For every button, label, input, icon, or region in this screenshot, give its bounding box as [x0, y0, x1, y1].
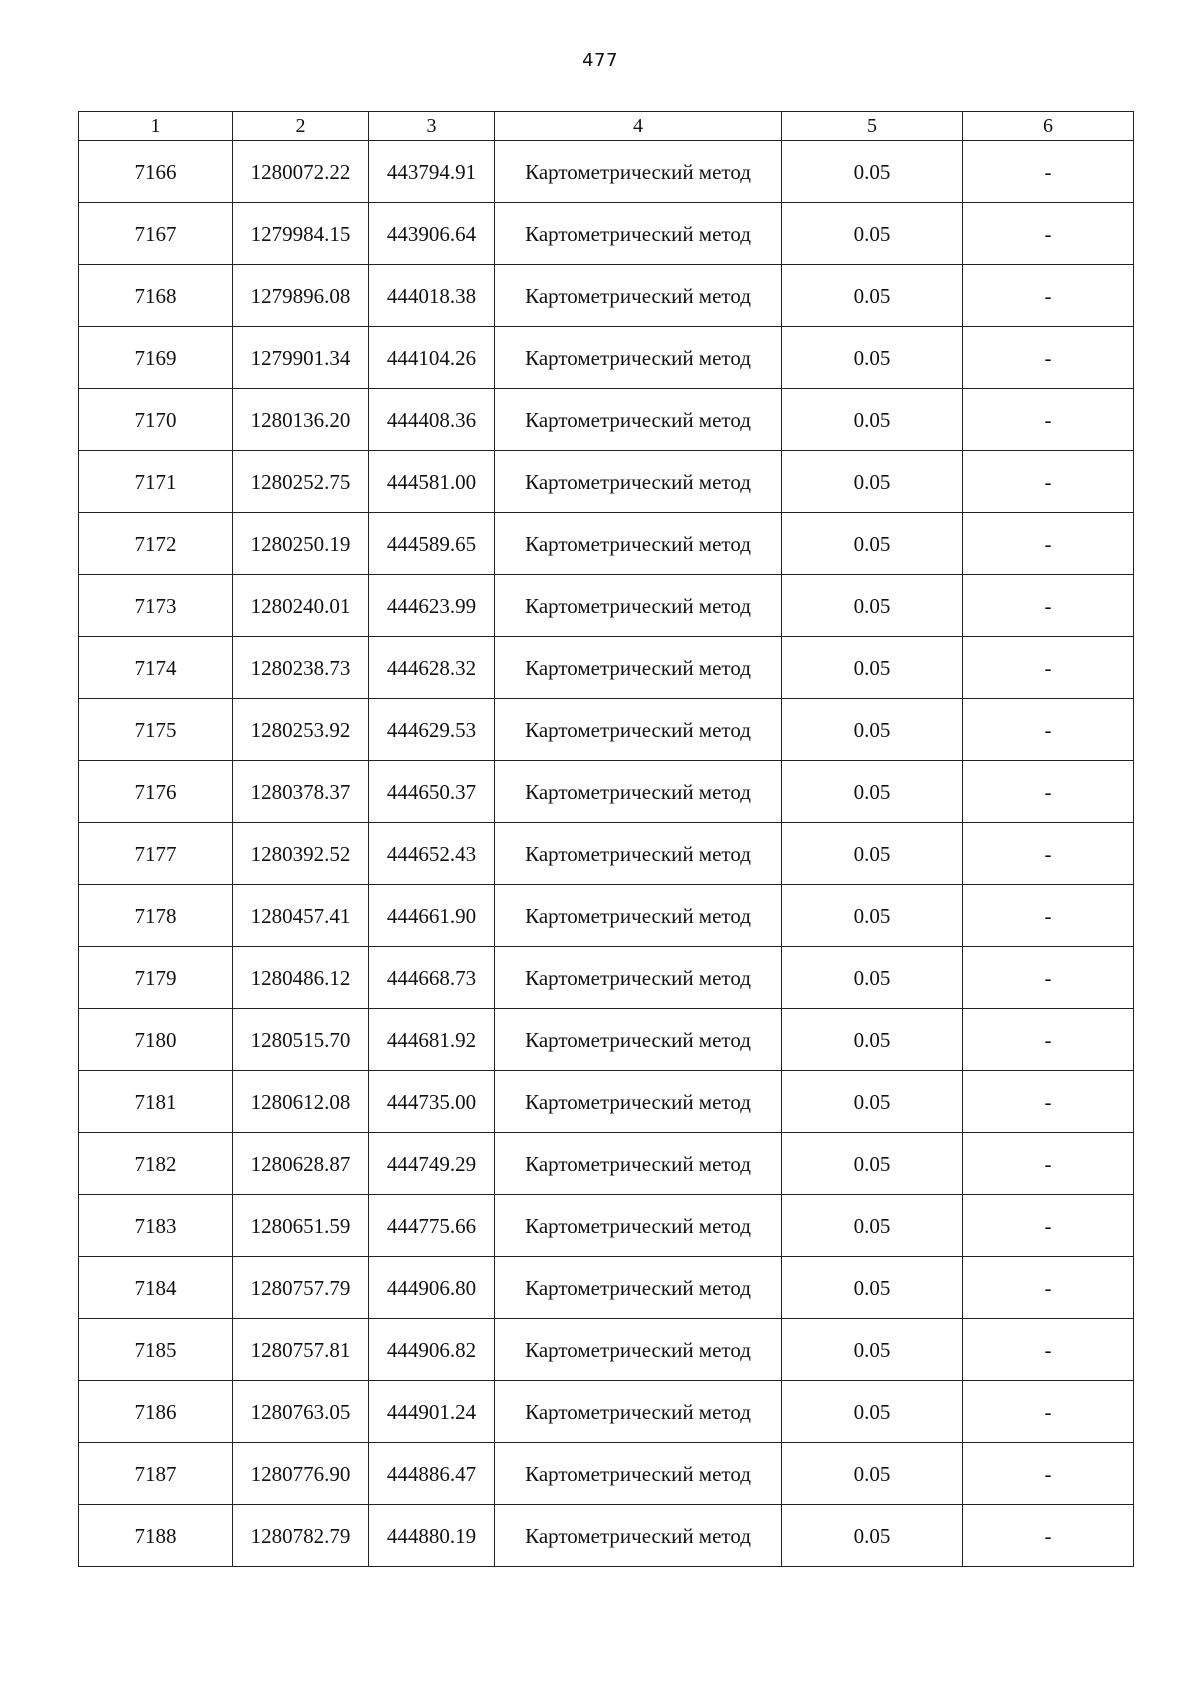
- point-number-cell: 7169: [79, 327, 233, 389]
- accuracy-cell: 0.05: [782, 327, 963, 389]
- x-coordinate-cell: 1280628.87: [233, 1133, 369, 1195]
- method-cell: Картометрический метод: [495, 1443, 782, 1505]
- x-coordinate-cell: 1280392.52: [233, 823, 369, 885]
- point-number-cell: 7170: [79, 389, 233, 451]
- accuracy-cell: 0.05: [782, 141, 963, 203]
- accuracy-cell: 0.05: [782, 699, 963, 761]
- point-number-cell: 7187: [79, 1443, 233, 1505]
- accuracy-cell: 0.05: [782, 947, 963, 1009]
- accuracy-cell: 0.05: [782, 265, 963, 327]
- y-coordinate-cell: 443794.91: [369, 141, 495, 203]
- method-cell: Картометрический метод: [495, 265, 782, 327]
- x-coordinate-cell: 1280612.08: [233, 1071, 369, 1133]
- y-coordinate-cell: 444652.43: [369, 823, 495, 885]
- method-cell: Картометрический метод: [495, 947, 782, 1009]
- y-coordinate-cell: 444018.38: [369, 265, 495, 327]
- note-cell: -: [963, 1381, 1134, 1443]
- method-cell: Картометрический метод: [495, 1319, 782, 1381]
- accuracy-cell: 0.05: [782, 637, 963, 699]
- note-cell: -: [963, 885, 1134, 947]
- point-number-cell: 7171: [79, 451, 233, 513]
- table-row: [79, 761, 1134, 823]
- y-coordinate-cell: 444681.92: [369, 1009, 495, 1071]
- column-header: 2: [233, 112, 369, 141]
- point-number-cell: 7172: [79, 513, 233, 575]
- accuracy-cell: 0.05: [782, 1443, 963, 1505]
- note-cell: -: [963, 947, 1134, 1009]
- point-number-cell: 7167: [79, 203, 233, 265]
- note-cell: -: [963, 1319, 1134, 1381]
- x-coordinate-cell: 1280757.79: [233, 1257, 369, 1319]
- x-coordinate-cell: 1280378.37: [233, 761, 369, 823]
- table-row: [79, 885, 1134, 947]
- table-row: [79, 265, 1134, 327]
- point-number-cell: 7178: [79, 885, 233, 947]
- method-cell: Картометрический метод: [495, 1071, 782, 1133]
- y-coordinate-cell: 444668.73: [369, 947, 495, 1009]
- table-row: [79, 1505, 1134, 1567]
- accuracy-cell: 0.05: [782, 575, 963, 637]
- point-number-cell: 7185: [79, 1319, 233, 1381]
- point-number-cell: 7168: [79, 265, 233, 327]
- table-row: [79, 1195, 1134, 1257]
- x-coordinate-cell: 1280776.90: [233, 1443, 369, 1505]
- table-row: [79, 1257, 1134, 1319]
- point-number-cell: 7183: [79, 1195, 233, 1257]
- point-number-cell: 7181: [79, 1071, 233, 1133]
- accuracy-cell: 0.05: [782, 1009, 963, 1071]
- x-coordinate-cell: 1280486.12: [233, 947, 369, 1009]
- x-coordinate-cell: 1280763.05: [233, 1381, 369, 1443]
- accuracy-cell: 0.05: [782, 1071, 963, 1133]
- note-cell: -: [963, 203, 1134, 265]
- accuracy-cell: 0.05: [782, 513, 963, 575]
- y-coordinate-cell: 444623.99: [369, 575, 495, 637]
- x-coordinate-cell: 1280250.19: [233, 513, 369, 575]
- accuracy-cell: 0.05: [782, 1195, 963, 1257]
- y-coordinate-cell: 444581.00: [369, 451, 495, 513]
- note-cell: -: [963, 141, 1134, 203]
- note-cell: -: [963, 1133, 1134, 1195]
- x-coordinate-cell: 1280252.75: [233, 451, 369, 513]
- point-number-cell: 7176: [79, 761, 233, 823]
- y-coordinate-cell: 444880.19: [369, 1505, 495, 1567]
- x-coordinate-cell: 1280651.59: [233, 1195, 369, 1257]
- method-cell: Картометрический метод: [495, 141, 782, 203]
- table-body: [79, 141, 1134, 1567]
- y-coordinate-cell: 444408.36: [369, 389, 495, 451]
- table-row: [79, 327, 1134, 389]
- table-row: [79, 1009, 1134, 1071]
- method-cell: Картометрический метод: [495, 513, 782, 575]
- x-coordinate-cell: 1280136.20: [233, 389, 369, 451]
- point-number-cell: 7188: [79, 1505, 233, 1567]
- method-cell: Картометрический метод: [495, 575, 782, 637]
- table-header-row: [79, 112, 1134, 141]
- accuracy-cell: 0.05: [782, 1133, 963, 1195]
- method-cell: Картометрический метод: [495, 1505, 782, 1567]
- accuracy-cell: 0.05: [782, 1381, 963, 1443]
- table-row: [79, 1319, 1134, 1381]
- table-row: [79, 699, 1134, 761]
- column-header: 4: [495, 112, 782, 141]
- note-cell: -: [963, 389, 1134, 451]
- point-number-cell: 7186: [79, 1381, 233, 1443]
- point-number-cell: 7179: [79, 947, 233, 1009]
- accuracy-cell: 0.05: [782, 885, 963, 947]
- x-coordinate-cell: 1280757.81: [233, 1319, 369, 1381]
- note-cell: -: [963, 575, 1134, 637]
- accuracy-cell: 0.05: [782, 761, 963, 823]
- note-cell: -: [963, 1195, 1134, 1257]
- column-header: 5: [782, 112, 963, 141]
- x-coordinate-cell: 1280782.79: [233, 1505, 369, 1567]
- note-cell: -: [963, 1443, 1134, 1505]
- note-cell: -: [963, 1009, 1134, 1071]
- note-cell: -: [963, 265, 1134, 327]
- y-coordinate-cell: 444906.82: [369, 1319, 495, 1381]
- table-row: [79, 1443, 1134, 1505]
- x-coordinate-cell: 1280238.73: [233, 637, 369, 699]
- x-coordinate-cell: 1280515.70: [233, 1009, 369, 1071]
- table-row: [79, 451, 1134, 513]
- table-row: [79, 513, 1134, 575]
- x-coordinate-cell: 1280072.22: [233, 141, 369, 203]
- note-cell: -: [963, 451, 1134, 513]
- y-coordinate-cell: 444886.47: [369, 1443, 495, 1505]
- table-row: [79, 823, 1134, 885]
- point-number-cell: 7173: [79, 575, 233, 637]
- point-number-cell: 7166: [79, 141, 233, 203]
- x-coordinate-cell: 1280457.41: [233, 885, 369, 947]
- y-coordinate-cell: 444735.00: [369, 1071, 495, 1133]
- table-row: [79, 947, 1134, 1009]
- y-coordinate-cell: 444775.66: [369, 1195, 495, 1257]
- column-header: 6: [963, 112, 1134, 141]
- method-cell: Картометрический метод: [495, 203, 782, 265]
- method-cell: Картометрический метод: [495, 1195, 782, 1257]
- accuracy-cell: 0.05: [782, 389, 963, 451]
- method-cell: Картометрический метод: [495, 761, 782, 823]
- table-row: [79, 1071, 1134, 1133]
- method-cell: Картометрический метод: [495, 885, 782, 947]
- note-cell: -: [963, 1505, 1134, 1567]
- method-cell: Картометрический метод: [495, 1133, 782, 1195]
- method-cell: Картометрический метод: [495, 637, 782, 699]
- x-coordinate-cell: 1279901.34: [233, 327, 369, 389]
- point-number-cell: 7175: [79, 699, 233, 761]
- accuracy-cell: 0.05: [782, 451, 963, 513]
- coordinates-table: [78, 111, 1134, 1567]
- accuracy-cell: 0.05: [782, 1257, 963, 1319]
- y-coordinate-cell: 444629.53: [369, 699, 495, 761]
- method-cell: Картометрический метод: [495, 1257, 782, 1319]
- column-header: 1: [79, 112, 233, 141]
- note-cell: -: [963, 513, 1134, 575]
- accuracy-cell: 0.05: [782, 203, 963, 265]
- note-cell: -: [963, 327, 1134, 389]
- point-number-cell: 7184: [79, 1257, 233, 1319]
- point-number-cell: 7174: [79, 637, 233, 699]
- point-number-cell: 7177: [79, 823, 233, 885]
- x-coordinate-cell: 1280253.92: [233, 699, 369, 761]
- y-coordinate-cell: 444661.90: [369, 885, 495, 947]
- y-coordinate-cell: 444901.24: [369, 1381, 495, 1443]
- point-number-cell: 7182: [79, 1133, 233, 1195]
- y-coordinate-cell: 444906.80: [369, 1257, 495, 1319]
- y-coordinate-cell: 444749.29: [369, 1133, 495, 1195]
- accuracy-cell: 0.05: [782, 1319, 963, 1381]
- method-cell: Картометрический метод: [495, 823, 782, 885]
- y-coordinate-cell: 444628.32: [369, 637, 495, 699]
- accuracy-cell: 0.05: [782, 823, 963, 885]
- table-row: [79, 203, 1134, 265]
- y-coordinate-cell: 444589.65: [369, 513, 495, 575]
- note-cell: -: [963, 823, 1134, 885]
- y-coordinate-cell: 444104.26: [369, 327, 495, 389]
- x-coordinate-cell: 1279896.08: [233, 265, 369, 327]
- method-cell: Картометрический метод: [495, 451, 782, 513]
- note-cell: -: [963, 1257, 1134, 1319]
- note-cell: -: [963, 699, 1134, 761]
- x-coordinate-cell: 1280240.01: [233, 575, 369, 637]
- y-coordinate-cell: 444650.37: [369, 761, 495, 823]
- note-cell: -: [963, 761, 1134, 823]
- table-row: [79, 141, 1134, 203]
- method-cell: Картометрический метод: [495, 389, 782, 451]
- method-cell: Картометрический метод: [495, 699, 782, 761]
- method-cell: Картометрический метод: [495, 1381, 782, 1443]
- note-cell: -: [963, 637, 1134, 699]
- method-cell: Картометрический метод: [495, 327, 782, 389]
- table-row: [79, 1381, 1134, 1443]
- y-coordinate-cell: 443906.64: [369, 203, 495, 265]
- point-number-cell: 7180: [79, 1009, 233, 1071]
- table-row: [79, 389, 1134, 451]
- accuracy-cell: 0.05: [782, 1505, 963, 1567]
- column-header: 3: [369, 112, 495, 141]
- table-row: [79, 1133, 1134, 1195]
- page-number: 477: [582, 50, 618, 71]
- x-coordinate-cell: 1279984.15: [233, 203, 369, 265]
- note-cell: -: [963, 1071, 1134, 1133]
- table-row: [79, 637, 1134, 699]
- method-cell: Картометрический метод: [495, 1009, 782, 1071]
- table-row: [79, 575, 1134, 637]
